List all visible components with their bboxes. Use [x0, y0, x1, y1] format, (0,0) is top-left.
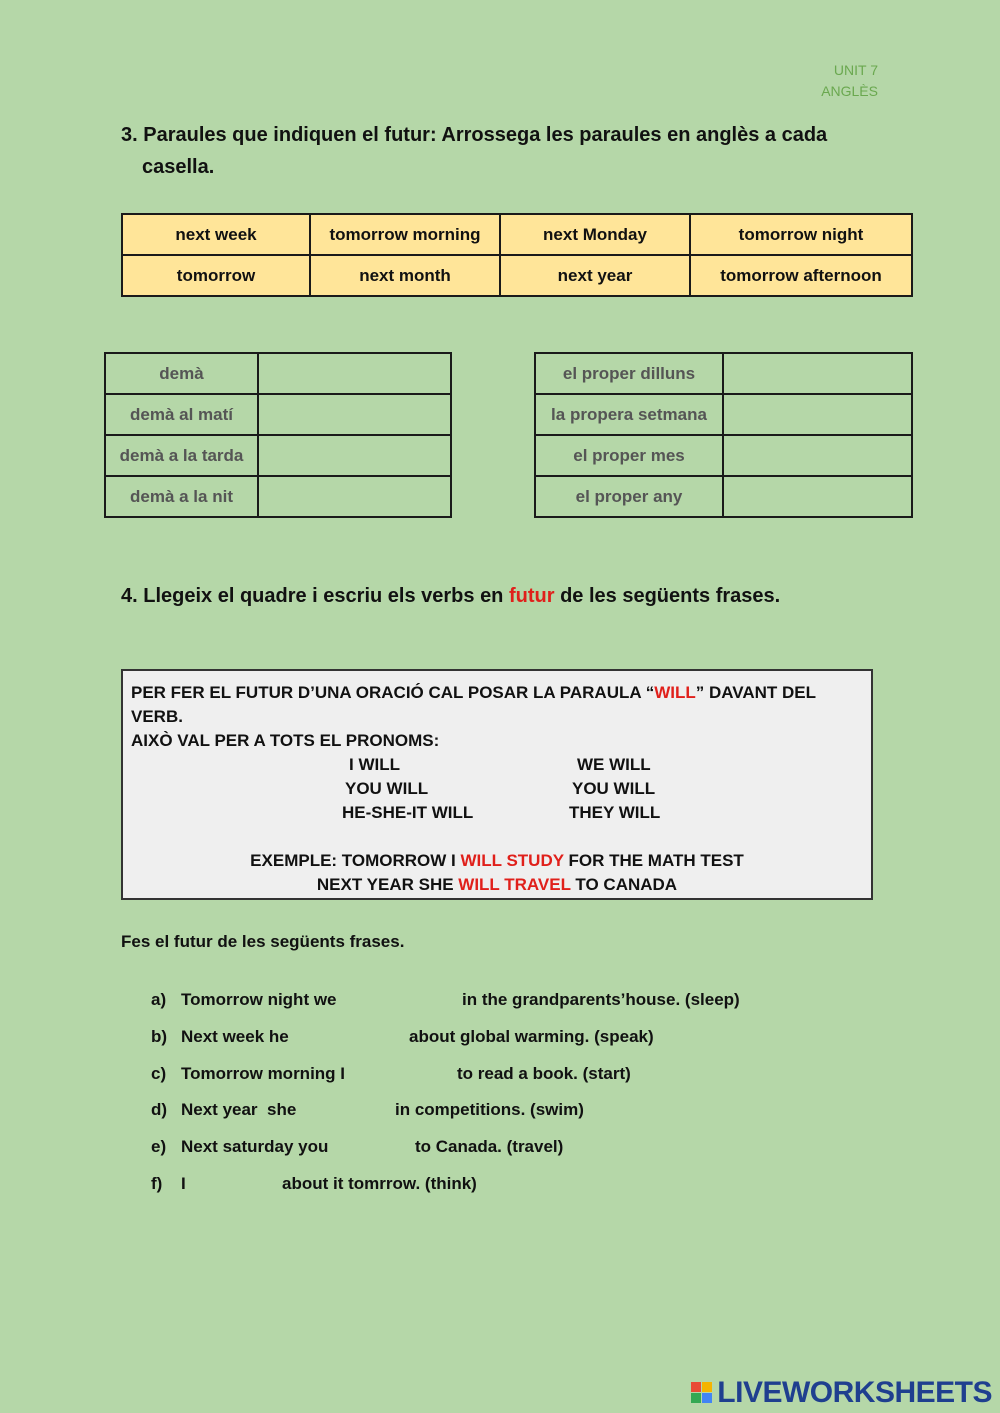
pronoun: YOU WILL — [572, 779, 656, 798]
liveworksheets-logo — [691, 1376, 992, 1410]
sentence-end: about global warming. (speak) — [409, 1027, 654, 1046]
exercise-letter: e) — [151, 1137, 167, 1156]
exercise-letter: c) — [151, 1064, 167, 1083]
section3-title-line1: 3. Paraules que indiquen el futur: Arrossega les paraules en anglès a cada — [121, 124, 828, 146]
exercise-letter: b) — [151, 1027, 168, 1046]
word-bank — [121, 213, 913, 297]
sentence-start: Tomorrow morning I — [181, 1064, 346, 1083]
exercise-instruction: Fes el futur de les següents frases. — [121, 932, 405, 951]
pronoun: THEY WILL — [569, 803, 661, 822]
catalan-label: la propera setmana — [535, 394, 723, 435]
sentence-start: Next year she — [181, 1100, 297, 1119]
word-bank-row — [122, 214, 912, 255]
word-chip[interactable]: next month — [310, 255, 500, 296]
word-chip[interactable]: tomorrow night — [690, 214, 912, 255]
pronoun: YOU WILL — [345, 779, 429, 798]
catalan-label: el proper dilluns — [535, 353, 723, 394]
table-row — [105, 353, 451, 394]
answer-input[interactable] — [304, 1025, 403, 1047]
drop-box[interactable] — [258, 435, 451, 476]
drop-box[interactable] — [723, 394, 912, 435]
rule-intro — [131, 681, 871, 753]
table-row — [535, 353, 912, 394]
table-row — [105, 435, 451, 476]
table-row — [535, 435, 912, 476]
example-sentence-2: NEXT YEAR SHE WILL TRAVEL TO CANADA — [316, 875, 678, 894]
answer-input[interactable] — [306, 1098, 388, 1120]
drop-box[interactable] — [723, 353, 912, 394]
catalan-label: demà al matí — [105, 394, 258, 435]
catalan-label: el proper mes — [535, 435, 723, 476]
exercise-letter: f) — [151, 1174, 163, 1193]
table-row — [535, 476, 912, 517]
exercise-c — [0, 1062, 1000, 1086]
pronoun: HE-SHE-IT WILL — [342, 803, 474, 822]
sentence-start: Next week he — [181, 1027, 289, 1046]
matching-table-left — [104, 352, 452, 518]
section3-title — [121, 119, 827, 183]
rule-line1: PER FER EL FUTUR D’UNA ORACIÓ CAL POSAR LA PARAULA “WILL” DAVANT DEL VERB. — [131, 683, 816, 726]
pronoun: I WILL — [349, 755, 400, 774]
sentence-end: to Canada. (travel) — [415, 1137, 564, 1156]
sentence-start: Tomorrow night we — [181, 990, 337, 1009]
sentence-end: about it tomrrow. (think) — [282, 1174, 477, 1193]
section3-title-line2: casella. — [142, 156, 215, 178]
sentence-start: Next saturday you — [181, 1137, 329, 1156]
word-chip[interactable]: tomorrow — [122, 255, 310, 296]
example-sentence-1: EXEMPLE: TOMORROW I WILL STUDY FOR THE MATH TEST — [250, 851, 744, 870]
table-row — [105, 476, 451, 517]
drop-box[interactable] — [258, 394, 451, 435]
answer-input[interactable] — [340, 1135, 408, 1157]
word-chip[interactable]: tomorrow afternoon — [690, 255, 912, 296]
word-bank-row — [122, 255, 912, 296]
drop-box[interactable] — [723, 476, 912, 517]
catalan-label: demà a la nit — [105, 476, 258, 517]
drop-box[interactable] — [258, 476, 451, 517]
section4-title: 4. Llegeix el quadre i escriu els verbs en futur de les següents frases. — [121, 585, 781, 607]
logo-icon — [691, 1382, 713, 1404]
word-chip[interactable]: next year — [500, 255, 690, 296]
catalan-label: demà a la tarda — [105, 435, 258, 476]
sentence-end: in competitions. (swim) — [395, 1100, 584, 1119]
word-chip[interactable]: next week — [122, 214, 310, 255]
unit-label — [821, 60, 878, 102]
catalan-label: el proper any — [535, 476, 723, 517]
unit-number: UNIT 7 — [833, 62, 878, 78]
word-chip[interactable]: tomorrow morning — [310, 214, 500, 255]
brand-name: LIVEWORKSHEETS — [717, 1376, 992, 1409]
exercise-f — [0, 1172, 1000, 1196]
sentence-end: in the grandparents’house. (sleep) — [462, 990, 740, 1009]
drop-box[interactable] — [723, 435, 912, 476]
answer-input[interactable] — [352, 988, 456, 1010]
exercise-d — [0, 1098, 1000, 1122]
table-row — [535, 394, 912, 435]
rule-line2: AIXÒ VAL PER A TOTS EL PRONOMS: — [131, 731, 440, 750]
sentence-end: to read a book. (start) — [457, 1064, 631, 1083]
grammar-rule-box — [121, 669, 873, 900]
word-chip[interactable]: next Monday — [500, 214, 690, 255]
sentence-start: I — [181, 1174, 186, 1193]
drop-box[interactable] — [258, 353, 451, 394]
answer-input[interactable] — [194, 1172, 276, 1194]
exercise-a — [0, 988, 1000, 1012]
exercise-b — [0, 1025, 1000, 1049]
exercise-letter: a) — [151, 990, 167, 1009]
catalan-label: demà — [105, 353, 258, 394]
answer-input[interactable] — [360, 1062, 450, 1084]
matching-table-right — [534, 352, 913, 518]
exercise-letter: d) — [151, 1100, 168, 1119]
exercise-e — [0, 1135, 1000, 1159]
table-row — [105, 394, 451, 435]
future-highlight: futur — [508, 585, 555, 607]
subject-name: ANGLÈS — [821, 83, 878, 99]
pronoun: WE WILL — [577, 755, 651, 774]
